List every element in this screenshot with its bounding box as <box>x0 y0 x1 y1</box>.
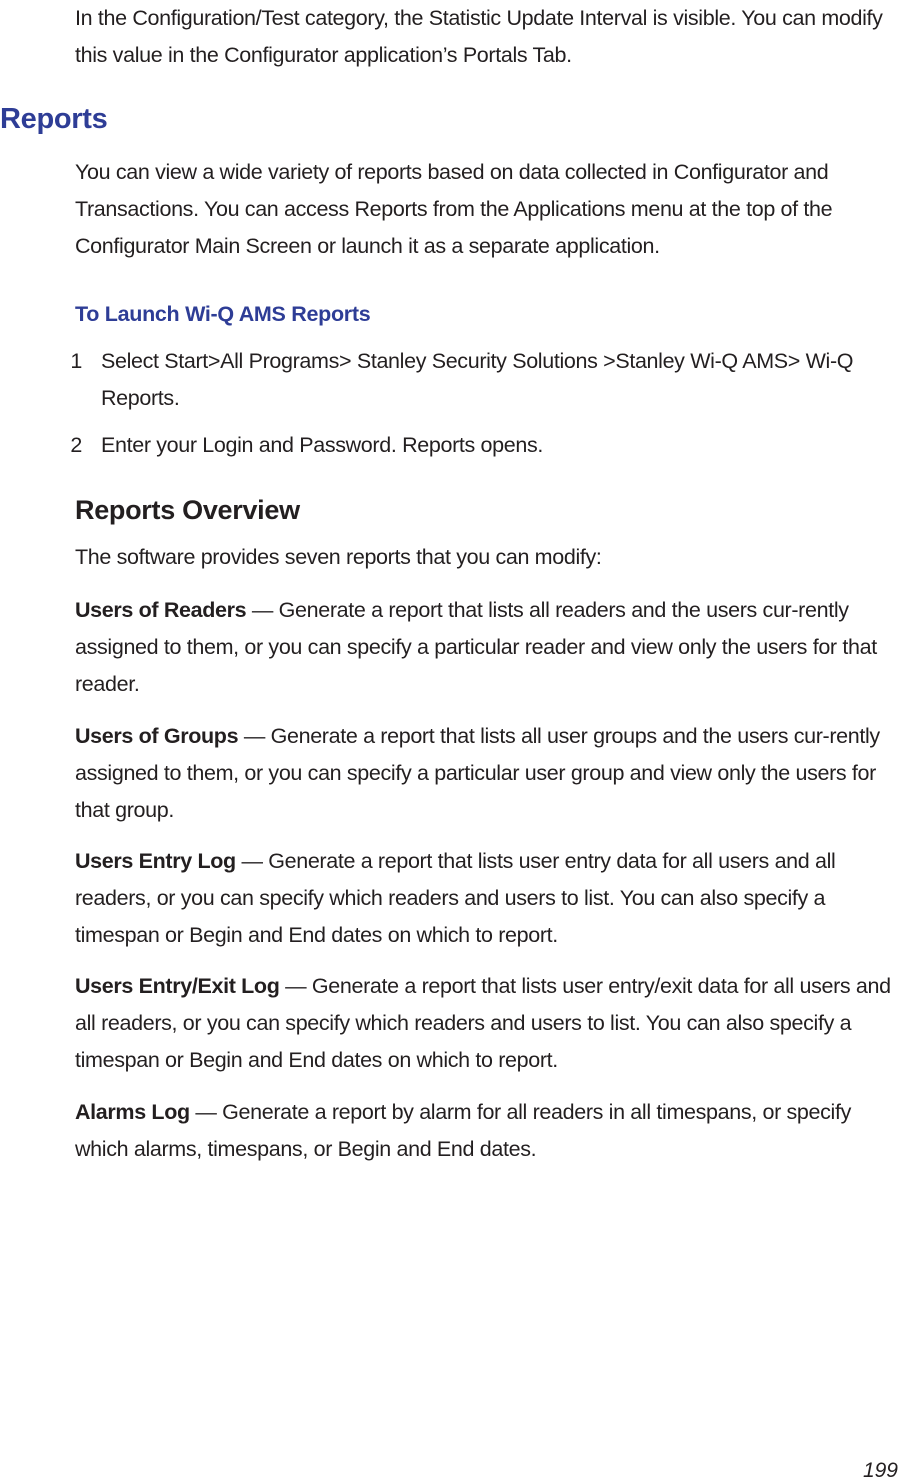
report-name: Users of Readers <box>75 598 247 622</box>
step-text: Enter your Login and Password. Reports opens. <box>101 433 543 457</box>
report-description: — Generate a report by alarm for all readers in all timespans, or specify which alarms, timespans, or Begin and End dates. <box>75 1100 851 1161</box>
procedure-steps <box>62 343 882 464</box>
overview-title: Reports Overview <box>75 495 300 525</box>
report-description: — Generate a report that lists all user groups and the users cur-rently assigned to them, or you can specify a particular user group and view only the users for that group. <box>75 724 880 822</box>
report-name: Users of Groups <box>75 724 239 748</box>
report-description: — Generate a report that lists user entry data for all users and all readers, or you can specify which readers and users to list. You can also specify a timespan or Begin and End dates on which to report. <box>75 849 836 947</box>
report-entry <box>75 1094 897 1168</box>
step-number: 1 <box>70 349 82 373</box>
step-number: 2 <box>70 433 82 457</box>
report-entry <box>75 843 897 954</box>
overview-paragraph: The software provides seven reports that you can modify: <box>75 545 602 569</box>
section-paragraph: You can view a wide variety of reports based on data collected in Configurator and Transactions. You can access Reports from the Applications menu at the top of the Configurator Main Screen or launch it as a separate application. <box>75 160 833 258</box>
procedure-step <box>62 343 882 417</box>
report-name: Alarms Log <box>75 1100 190 1124</box>
procedure-title: To Launch Wi-Q AMS Reports <box>75 302 371 326</box>
report-entry <box>75 592 897 703</box>
page-number: 199 <box>862 1459 898 1482</box>
step-text: Select Start>All Programs> Stanley Security Solutions >Stanley Wi-Q AMS> Wi-Q Reports. <box>101 349 854 410</box>
report-entry <box>75 968 897 1079</box>
section-title: Reports <box>0 103 108 135</box>
report-name: Users Entry Log <box>75 849 236 873</box>
procedure-step <box>62 427 882 464</box>
report-description: — Generate a report that lists user entry/exit data for all users and all readers, or you can specify which readers and users to list. You can also specify a timespan or Begin and End dates on which to report. <box>75 974 891 1072</box>
report-name: Users Entry/Exit Log <box>75 974 280 998</box>
report-entry <box>75 718 897 829</box>
report-description: — Generate a report that lists all readers and the users cur-rently assigned to them, or you can specify a particular reader and view only the users for that reader. <box>75 598 877 696</box>
intro-paragraph: In the Configuration/Test category, the Statistic Update Interval is visible. You can modify this value in the Configurator application’s Portals Tab. <box>75 6 883 67</box>
